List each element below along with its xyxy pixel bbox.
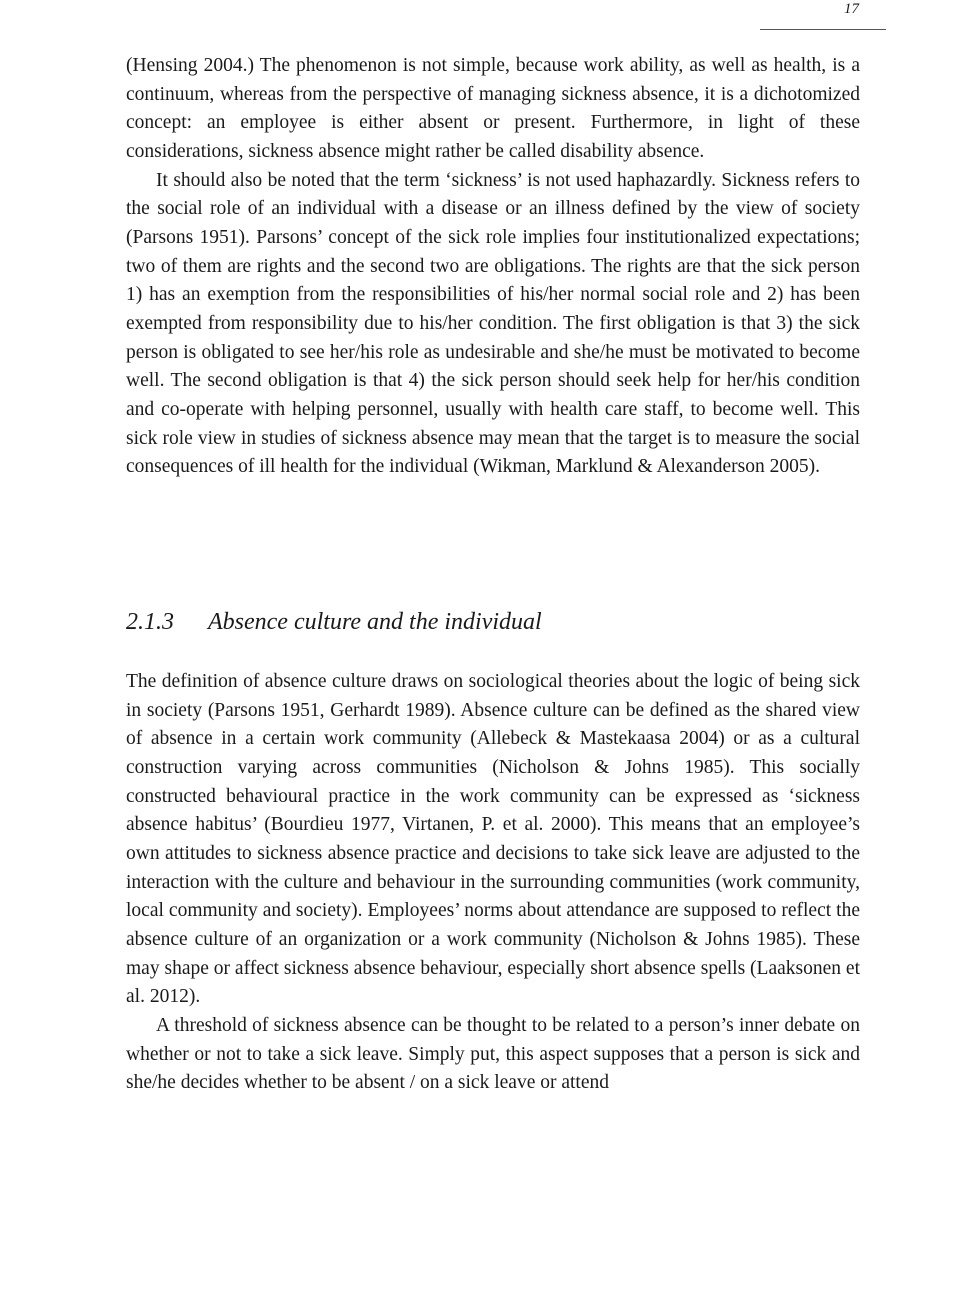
- body-text-top: [126, 52, 860, 482]
- body-text-bottom: [126, 668, 860, 1098]
- section-title: Absence culture and the individual: [208, 609, 542, 635]
- header-rule: [760, 29, 886, 30]
- paragraph: The definition of absence culture draws on sociological theories about the logic of being sick in society (Parsons 1951, Gerhardt 1989). Absence culture can be defined as the shared view of absence in a certain work community (Allebeck & Mastekaasa 2004) or as a cultural construction varying across communities (Nicholson & Johns 1985). This socially constructed behavioural practice in the work community can be expressed as ‘sickness absence habitus’ (Bourdieu 1977, Virtanen, P. et al. 2000). This means that an employee’s own attitudes to sickness absence practice and decisions to take sick leave are adjusted to the interaction with the culture and behaviour in the surrounding communities (work community, local community and society). Employees’ norms about attendance are supposed to reflect the absence culture of an organization or a work community (Nicholson & Johns 1985). These may shape or affect sickness absence behaviour, especially short absence spells (Laaksonen et al. 2012).: [126, 671, 860, 1008]
- section-heading: [126, 609, 860, 636]
- paragraph: It should also be noted that the term ‘sickness’ is not used haphazardly. Sickness refers to the social role of an individual with a disease or an illness defined by the view of society (Parsons 1951). Parsons’ concept of the sick role implies four institutionalized expectations; two of them are rights and the second two are obligations. The rights are that the sick person 1) has an exemption from the responsibilities of his/her normal social role and 2) has been exempted from responsibility due to his/her condition. The first obligation is that 3) the sick person is obligated to see her/his role as undesirable and she/he must be motivated to become well. The second obligation is that 4) the sick person should seek help for her/his condition and co-operate with helping personnel, usually with health care staff, to become well. This sick role view in studies of sickness absence may mean that the target is to measure the social consequences of ill health for the individual (Wikman, Marklund & Alexanderson 2005).: [126, 169, 860, 478]
- page-number: 17: [844, 1, 859, 17]
- section-number: 2.1.3: [126, 609, 174, 635]
- paragraph: A threshold of sickness absence can be thought to be related to a person’s inner debate on whether or not to take a sick leave. Simply put, this aspect supposes that a person is sick and she/he decides whether to be absent / on a sick leave or attend: [126, 1014, 860, 1094]
- paragraph: (Hensing 2004.) The phenomenon is not simple, because work ability, as well as health, is a continuum, whereas from the perspective of managing sickness absence, it is a dichotomized concept: an employee is either absent or present. Furthermore, in light of these considerations, sickness absence might rather be called disability absence.: [126, 55, 860, 162]
